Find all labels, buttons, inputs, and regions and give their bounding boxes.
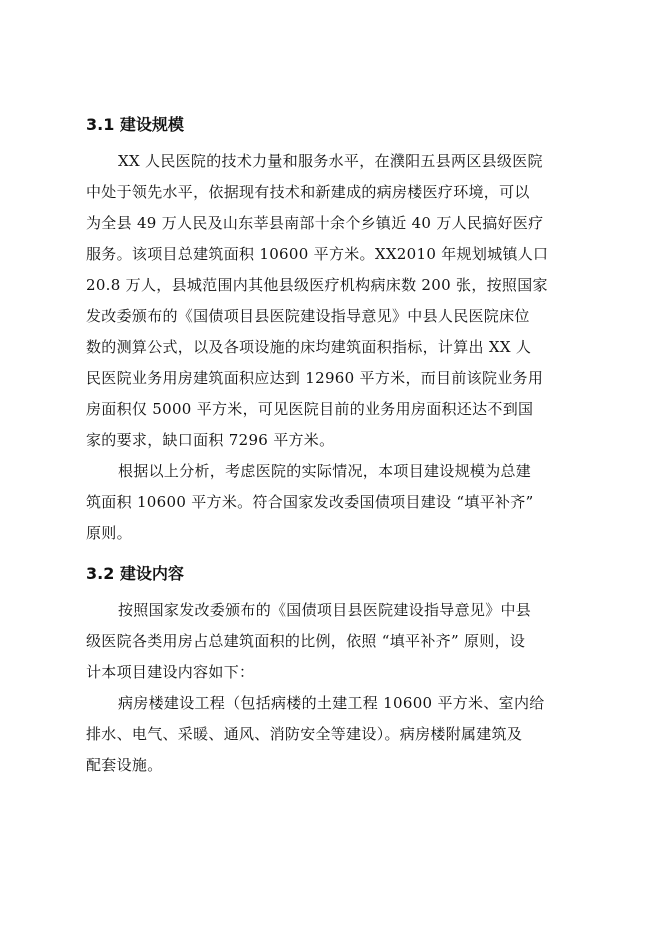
text-line: 为全县 49 万人民及山东莘县南部十余个乡镇近 40 万人民搞好医疗 [86, 214, 544, 232]
section-heading-3-2: 3.2 建设内容 [86, 564, 184, 583]
text-line: 服务。该项目总建筑面积 10600 平方米。XX2010 年规划城镇人口 [86, 245, 549, 263]
text-line: 发改委颁布的《国债项目县医院建设指导意见》中县人民医院床位 [86, 307, 530, 325]
text-line: 筑面积 10600 平方米。符合国家发改委国债项目建设 “填平补齐” [86, 493, 534, 511]
text-line: 房面积仅 5000 平方米，可见医院目前的业务用房面积还达不到国 [86, 400, 534, 418]
section-heading-3-1: 3.1 建设规模 [86, 115, 184, 134]
text-line: 中处于领先水平，依据现有技术和新建成的病房楼医疗环境，可以 [86, 183, 530, 201]
text-line: 配套设施。 [86, 756, 163, 774]
text-line: 原则。 [86, 524, 132, 542]
document-page [86, 104, 576, 781]
text-line: XX 人民医院的技术力量和服务水平，在濮阳五县两区县级医院 [118, 152, 543, 170]
paragraph-ward-building [86, 688, 576, 781]
text-line: 根据以上分析，考虑医院的实际情况，本项目建设规模为总建 [118, 462, 532, 480]
text-line: 计本项目建设内容如下： [86, 663, 255, 681]
text-line: 民医院业务用房建筑面积应达到 12960 平方米，而目前该院业务用 [86, 369, 544, 387]
text-line: 20.8 万人，县城范围内其他县级医疗机构病床数 200 张，按照国家 [86, 276, 548, 294]
text-line: 家的要求，缺口面积 7296 平方米。 [86, 431, 335, 449]
text-line: 级医院各类用房占总建筑面积的比例，依照 “填平补齐” 原则，设 [86, 632, 526, 650]
paragraph-scale-analysis [86, 146, 576, 456]
text-line: 按照国家发改委颁布的《国债项目县医院建设指导意见》中县 [118, 601, 532, 619]
paragraph-content-basis [86, 595, 576, 688]
paragraph-scale-conclusion [86, 456, 576, 549]
text-line: 病房楼建设工程（包括病楼的土建工程 10600 平方米、室内给 [118, 694, 545, 712]
text-line: 排水、电气、采暖、通风、消防安全等建设）。病房楼附属建筑及 [86, 725, 523, 743]
text-line: 数的测算公式，以及各项设施的床均建筑面积指标，计算出 XX 人 [86, 338, 532, 356]
